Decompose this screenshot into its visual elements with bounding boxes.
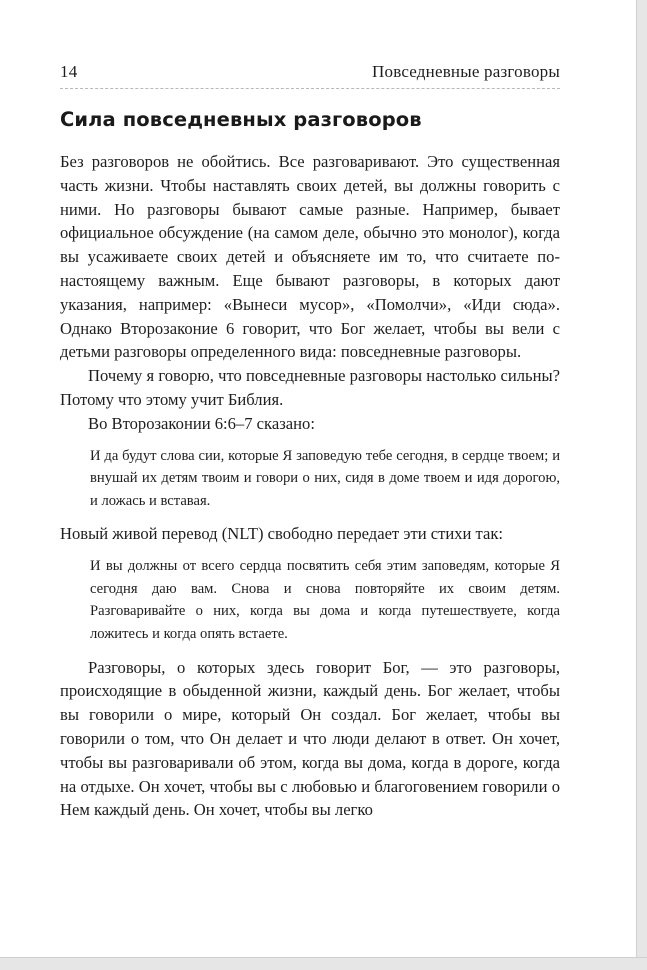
page-number: 14 (60, 62, 78, 81)
viewer-right-edge (636, 0, 647, 970)
paragraph-5: Разговоры, о которых здесь говорит Бог, — это разговоры, происходящие в обыденной жизни, каждый день. Бог желает, чтобы вы говорили о мире, который Он создал. Бог желает, чтобы вы говорили о том, что Он делает и что люди делают в ответ. Он хочет, чтобы вы разговаривали об этом, когда вы дома, когда в дороге, когда на отдыхе. Он хочет, чтобы вы с любовью и благоговением говорили о Нем каждый день. Он хочет, чтобы вы легко (60, 657, 560, 820)
paragraph-4: Новый живой перевод (NLT) свободно передает эти стихи так: (60, 524, 504, 544)
paragraph-2: Почему я говорю, что повседневные разговоры настолько сильны? Потому что этому учит Библия. (60, 366, 560, 409)
running-head (60, 62, 560, 86)
header-divider (60, 88, 560, 89)
paragraph-1: Без разговоров не обойтись. Все разговаривают. Это существенная часть жизни. Чтобы наставлять своих детей, вы должны говорить с ними. Но разговоры бывают самые разные. Например, бывает официальное обсуждение (на самом деле, обычно это монолог), когда вы усаживаете своих детей и объясняете им то, что считаете по-настоящему важным. Еще бывают разговоры, в которых дают указания, например: «Вынеси мусор», «Помолчи», «Иди сюда». Однако Второзаконие 6 говорит, что Бог желает, чтобы вы вели с детьми разговоры определенного вида: повседневные разговоры. (60, 152, 560, 362)
section-heading: Сила повседневных разговоров (60, 108, 422, 131)
body-text (60, 150, 560, 822)
block-quote-2: И вы должны от всего сердца посвятить себя этим заповедям, которые Я сегодня даю вам. Снова и снова повторяйте их своим детям. Разговаривайте о них, когда вы дома и когда путешествуете, когда ложитесь и когда опять встаете. (90, 558, 560, 642)
viewer-bottom-edge (0, 957, 647, 970)
paragraph-3: Во Второзаконии 6:6–7 сказано: (88, 413, 315, 433)
running-section-title: Повседневные разговоры (372, 62, 560, 81)
block-quote-1: И да будут слова сии, которые Я заповедую тебе сегодня, в сердце твоем; и внушай их детям твоим и говори о них, сидя в доме твоем и идя дорогою, и ложась и вставая. (90, 447, 560, 509)
